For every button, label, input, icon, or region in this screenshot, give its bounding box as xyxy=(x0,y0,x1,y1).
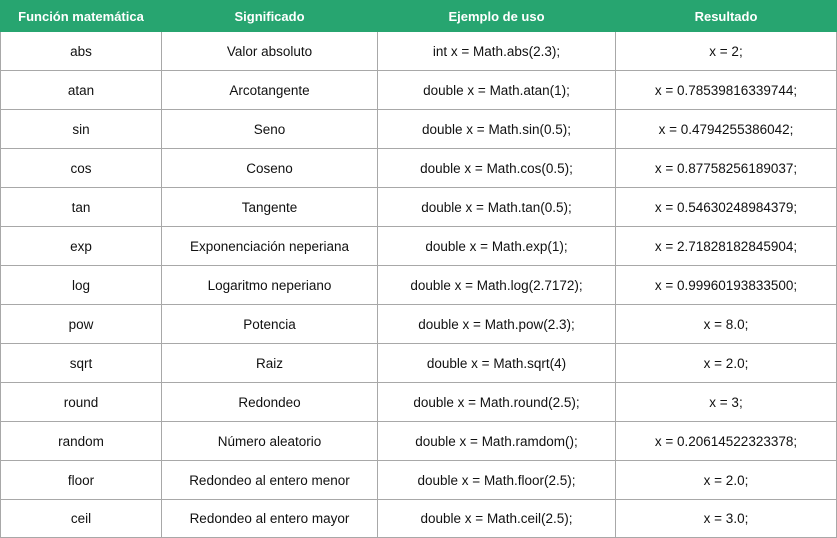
cell-significado: Valor absoluto xyxy=(162,32,378,71)
cell-significado: Redondeo al entero menor xyxy=(162,461,378,500)
cell-funcion: sin xyxy=(1,110,162,149)
header-significado: Significado xyxy=(162,1,378,32)
cell-significado: Número aleatorio xyxy=(162,422,378,461)
cell-ejemplo: double x = Math.cos(0.5); xyxy=(378,149,616,188)
cell-funcion: tan xyxy=(1,188,162,227)
cell-ejemplo: int x = Math.abs(2.3); xyxy=(378,32,616,71)
cell-significado: Seno xyxy=(162,110,378,149)
cell-ejemplo: double x = Math.round(2.5); xyxy=(378,383,616,422)
cell-resultado: x = 2.0; xyxy=(616,344,837,383)
table-row xyxy=(1,149,837,188)
cell-resultado: x = 0.20614522323378; xyxy=(616,422,837,461)
cell-significado: Redondeo al entero mayor xyxy=(162,500,378,538)
cell-significado: Tangente xyxy=(162,188,378,227)
cell-ejemplo: double x = Math.log(2.7172); xyxy=(378,266,616,305)
table-row xyxy=(1,422,837,461)
cell-resultado: x = 0.4794255386042; xyxy=(616,110,837,149)
cell-ejemplo: double x = Math.exp(1); xyxy=(378,227,616,266)
cell-funcion: pow xyxy=(1,305,162,344)
cell-significado: Potencia xyxy=(162,305,378,344)
cell-ejemplo: double x = Math.ceil(2.5); xyxy=(378,500,616,538)
cell-resultado: x = 0.99960193833500; xyxy=(616,266,837,305)
cell-funcion: cos xyxy=(1,149,162,188)
cell-funcion: log xyxy=(1,266,162,305)
cell-funcion: atan xyxy=(1,71,162,110)
table-row xyxy=(1,227,837,266)
cell-funcion: floor xyxy=(1,461,162,500)
table-row xyxy=(1,188,837,227)
cell-ejemplo: double x = Math.atan(1); xyxy=(378,71,616,110)
cell-funcion: round xyxy=(1,383,162,422)
cell-significado: Coseno xyxy=(162,149,378,188)
cell-significado: Redondeo xyxy=(162,383,378,422)
cell-ejemplo: double x = Math.ramdom(); xyxy=(378,422,616,461)
table-row xyxy=(1,500,837,538)
table-row xyxy=(1,32,837,71)
cell-resultado: x = 0.54630248984379; xyxy=(616,188,837,227)
cell-ejemplo: double x = Math.pow(2.3); xyxy=(378,305,616,344)
table-row xyxy=(1,383,837,422)
cell-ejemplo: double x = Math.tan(0.5); xyxy=(378,188,616,227)
cell-ejemplo: double x = Math.sqrt(4) xyxy=(378,344,616,383)
cell-resultado: x = 3.0; xyxy=(616,500,837,538)
header-resultado: Resultado xyxy=(616,1,837,32)
cell-funcion: ceil xyxy=(1,500,162,538)
cell-significado: Raiz xyxy=(162,344,378,383)
table-header-row xyxy=(1,1,837,32)
cell-funcion: abs xyxy=(1,32,162,71)
cell-funcion: random xyxy=(1,422,162,461)
cell-resultado: x = 3; xyxy=(616,383,837,422)
header-ejemplo: Ejemplo de uso xyxy=(378,1,616,32)
cell-resultado: x = 8.0; xyxy=(616,305,837,344)
cell-resultado: x = 0.78539816339744; xyxy=(616,71,837,110)
table-row xyxy=(1,71,837,110)
cell-funcion: sqrt xyxy=(1,344,162,383)
cell-resultado: x = 0.87758256189037; xyxy=(616,149,837,188)
cell-ejemplo: double x = Math.sin(0.5); xyxy=(378,110,616,149)
table-row xyxy=(1,110,837,149)
cell-resultado: x = 2; xyxy=(616,32,837,71)
cell-significado: Logaritmo neperiano xyxy=(162,266,378,305)
cell-resultado: x = 2.71828182845904; xyxy=(616,227,837,266)
header-funcion: Función matemática xyxy=(1,1,162,32)
cell-resultado: x = 2.0; xyxy=(616,461,837,500)
cell-ejemplo: double x = Math.floor(2.5); xyxy=(378,461,616,500)
cell-significado: Exponenciación neperiana xyxy=(162,227,378,266)
table-row xyxy=(1,344,837,383)
table-row xyxy=(1,461,837,500)
cell-significado: Arcotangente xyxy=(162,71,378,110)
cell-funcion: exp xyxy=(1,227,162,266)
table-row xyxy=(1,305,837,344)
table-row xyxy=(1,266,837,305)
